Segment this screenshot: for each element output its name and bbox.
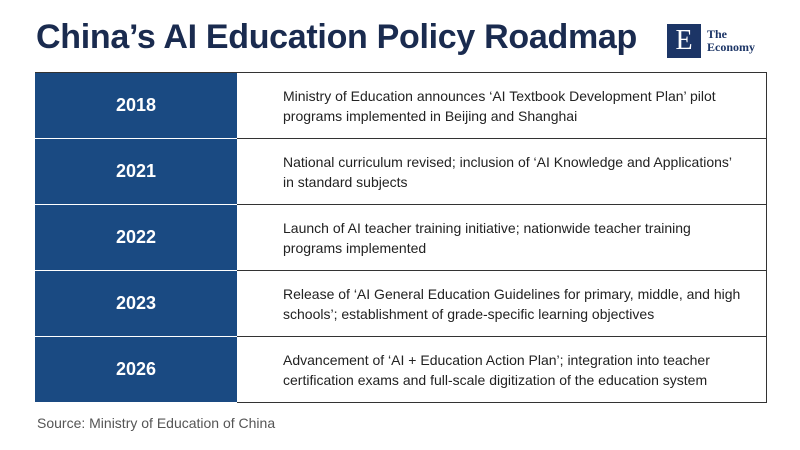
year-cell: 2021	[35, 139, 237, 205]
year-cell: 2023	[35, 271, 237, 337]
logo-mark: E	[667, 24, 701, 58]
logo-line-1: The	[707, 27, 728, 41]
description-cell: Ministry of Education announces ‘AI Textbook Development Plan’ pilot programs implemented in Beijing and Shanghai	[237, 73, 767, 138]
year-cell: 2026	[35, 337, 237, 403]
year-cell: 2022	[35, 205, 237, 271]
table-row	[35, 271, 767, 337]
description-cell: National curriculum revised; inclusion of ‘AI Knowledge and Applications’ in standard subjects	[237, 139, 767, 204]
description-cell: Launch of AI teacher training initiative; nationwide teacher training programs implemented	[237, 205, 767, 270]
logo-text	[707, 28, 755, 54]
table-row	[35, 139, 767, 205]
roadmap-table	[35, 72, 767, 403]
table-row	[35, 205, 767, 271]
the-economy-logo	[667, 24, 755, 58]
year-cell: 2018	[35, 73, 237, 139]
table-row	[35, 337, 767, 403]
logo-line-2: Economy	[707, 40, 755, 54]
page-title: China’s AI Education Policy Roadmap	[36, 18, 637, 56]
table-row	[35, 73, 767, 139]
description-cell: Release of ‘AI General Education Guidelines for primary, middle, and high schools’; establishment of grade-specific learning objectives	[237, 271, 767, 336]
source-note: Source: Ministry of Education of China	[37, 415, 276, 431]
description-cell: Advancement of ‘AI + Education Action Plan’; integration into teacher certification exams and full-scale digitization of the education system	[237, 337, 767, 402]
